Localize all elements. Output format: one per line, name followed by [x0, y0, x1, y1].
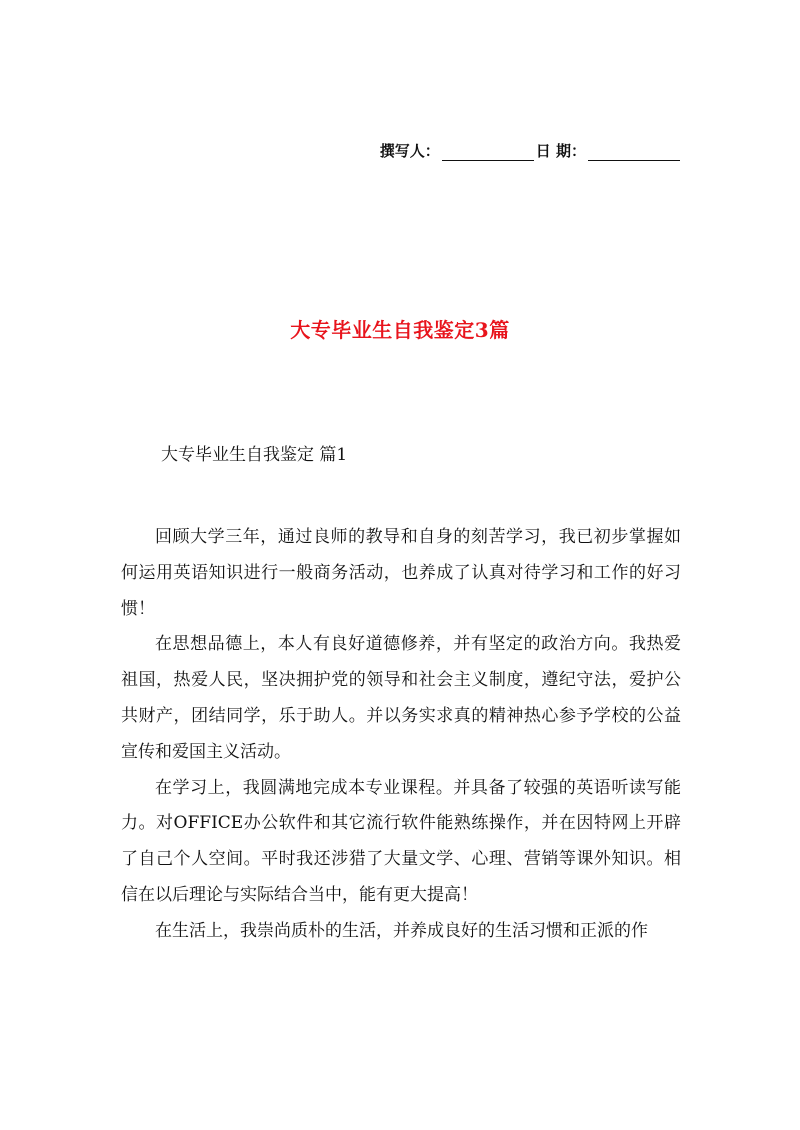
date-label: 日 期： [535, 142, 586, 160]
paragraph: 回顾大学三年，通过良师的教导和自身的刻苦学习，我已初步掌握如何运用英语知识进行一般商务活动，也养成了认真对待学习和工作的好习惯！ [121, 527, 681, 619]
section-heading: 大专毕业生自我鉴定 篇1 [161, 445, 348, 465]
paragraph: 在思想品德上，本人有良好道德修养，并有坚定的政治方向。我热爱祖国，热爱人民，坚决拥护党的领导和社会主义制度，遵纪守法，爱护公共财产，团结同学，乐于助人。并以务实求真的精神热心参予学校的公益宣传和爱国主义活动。 [121, 634, 681, 762]
date-blank [588, 146, 680, 161]
document-body [121, 520, 681, 950]
author-date-line [380, 140, 680, 161]
author-label: 撰写人： [379, 142, 440, 160]
paragraph: 在学习上，我圆满地完成本专业课程。并具备了较强的英语听读写能力。对OFFICE办公软件和其它流行软件能熟练操作，并在因特网上开辟了自己个人空间。平时我还涉猎了大量文学、心理、营销等课外知识。相信在以后理论与实际结合当中，能有更大提高！ [121, 777, 681, 905]
author-blank [442, 146, 534, 161]
paragraph: 在生活上，我崇尚质朴的生活，并养成良好的生活习惯和正派的作 [155, 920, 648, 941]
document-title: 大专毕业生自我鉴定3篇 [290, 318, 510, 342]
